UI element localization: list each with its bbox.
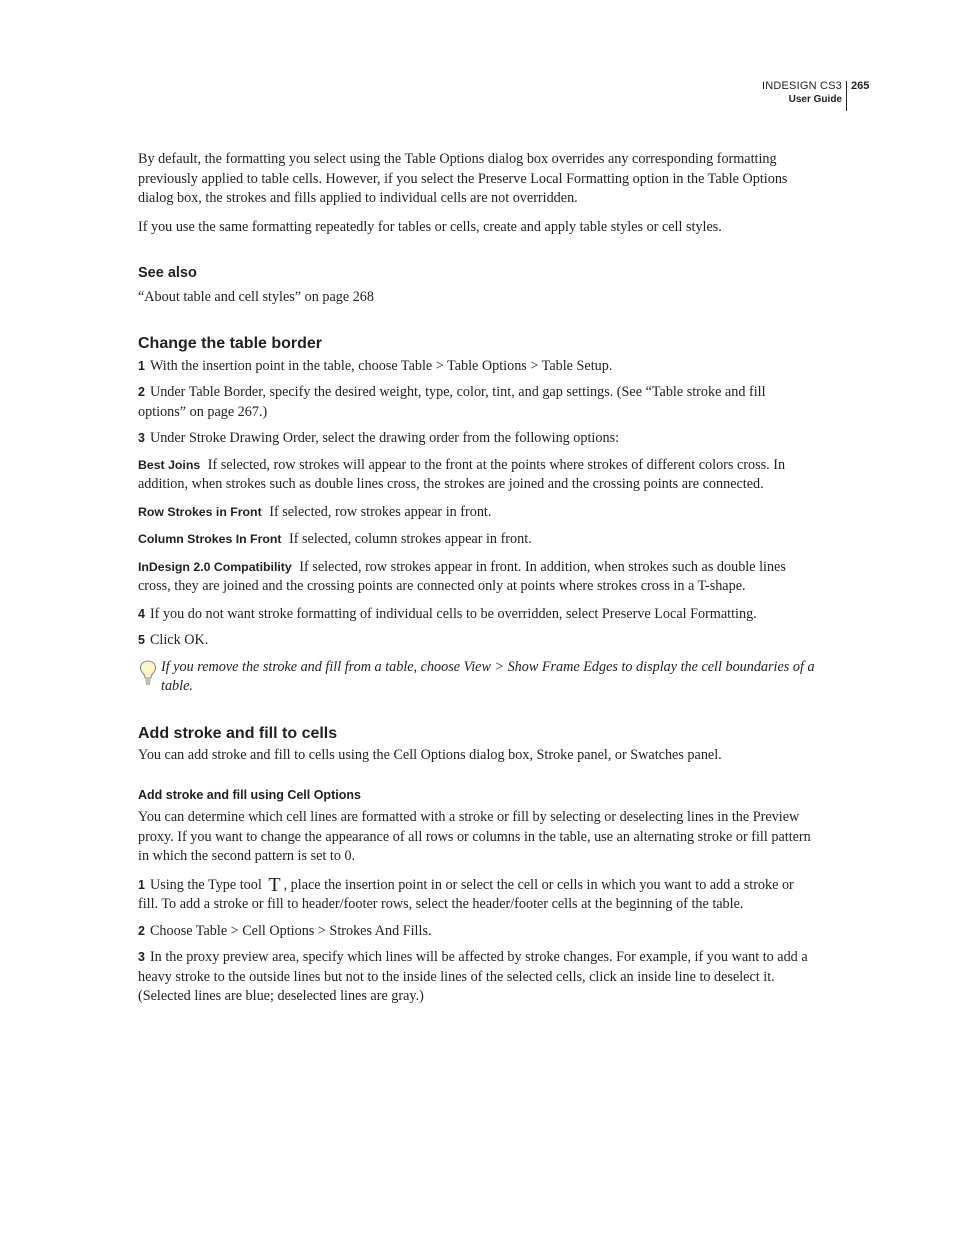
step-item [138, 605, 816, 625]
option-indesign-compat [138, 558, 816, 597]
step-number: 2 [138, 923, 145, 938]
option-row-strokes [138, 503, 816, 523]
type-tool-icon: T [268, 873, 281, 896]
step-text: In the proxy preview area, specify which lines will be affected by stroke changes. For example, if you want to add a heavy stroke to the outside lines but not to the inside lines of the selected cells, click an inside line to deselect it. (Selected lines are blue; deselected lines are gray.) [138, 949, 808, 1004]
step-number: 4 [138, 606, 145, 621]
option-term: Best Joins [138, 457, 201, 472]
step-item [138, 948, 816, 1007]
step-number: 1 [138, 358, 145, 373]
step-number: 2 [138, 385, 145, 399]
option-description: If selected, row strokes appear in front. In addition, when strokes such as double lines cross, they are joined and the crossing points are connected only at points where strokes cross in a T-shape. [138, 558, 786, 594]
option-description: If selected, row strokes appear in front. [269, 503, 492, 520]
see-also-link[interactable]: “About table and cell styles” on page 268 [138, 288, 374, 305]
step-item [138, 429, 816, 449]
step-item [138, 922, 816, 942]
step-number: 3 [138, 431, 145, 445]
step-item [138, 631, 816, 651]
tip-note [138, 658, 816, 697]
option-best-joins [138, 456, 816, 495]
step-item [138, 357, 816, 377]
option-term: Row Strokes in Front [138, 504, 262, 519]
page-number: 265 [851, 80, 870, 92]
step-text: Choose Table > Cell Options > Strokes And Fills. [149, 922, 432, 939]
intro-paragraph-1: By default, the formatting you select using the Table Options dialog box overrides any corresponding formatting previously applied to table cells. However, if you select the Preserve Local Formatting option in the Table Options dialog box, the strokes and fills applied to individual cells are not overridden. [138, 151, 788, 206]
page-content [138, 150, 816, 1014]
option-column-strokes [138, 530, 816, 550]
step-number: 1 [138, 877, 145, 892]
step-text: With the insertion point in the table, choose Table > Table Options > Table Setup. [149, 357, 613, 374]
section-heading-stroke-fill: Add stroke and fill to cells [138, 724, 338, 742]
intro-paragraph-2: If you use the same formatting repeatedly for tables or cells, create and apply table styles or cell styles. [138, 218, 722, 235]
step-text: Under Table Border, specify the desired weight, type, color, tint, and gap settings. (See “Table stroke and fill options” on page 267.) [138, 384, 766, 420]
guide-name: User Guide [788, 94, 842, 105]
step-item [138, 873, 816, 915]
running-header [700, 79, 872, 113]
option-description: If selected, row strokes will appear to the front at the points where strokes of different colors cross. In addition, when strokes such as double lines cross, the strokes are joined and the crossing points are connected. [138, 456, 786, 492]
option-term: Column Strokes In Front [138, 532, 282, 546]
step-number: 3 [138, 950, 145, 964]
section-heading-table-border: Change the table border [138, 335, 323, 352]
product-name: INDESIGN CS3 [761, 80, 842, 92]
step-text: If you do not want stroke formatting of individual cells to be overridden, select Preserve Local Formatting. [149, 605, 757, 622]
lightbulb-icon [138, 659, 158, 685]
see-also-heading: See also [138, 265, 197, 281]
subsection-heading-cell-options: Add stroke and fill using Cell Options [138, 787, 361, 802]
header-titles [762, 79, 842, 107]
header-divider [846, 81, 847, 111]
option-description: If selected, column strokes appear in front. [289, 531, 532, 547]
step-text: Under Stroke Drawing Order, select the drawing order from the following options: [149, 430, 620, 446]
step-text: Using the Type tool [149, 876, 262, 893]
step-text: Click OK. [149, 632, 209, 648]
cell-options-intro: You can determine which cell lines are formatted with a stroke or fill by selecting or deselecting lines in the Preview proxy. If you want to change the appearance of all rows or columns in the table, use an alternating stroke or fill pattern in which the second pattern is set to 0. [138, 809, 811, 864]
tip-text: If you remove the stroke and fill from a table, choose View > Show Frame Edges to display the cell boundaries of a table. [161, 658, 815, 694]
option-term: InDesign 2.0 Compatibility [138, 559, 292, 574]
step-item [138, 383, 816, 422]
stroke-fill-intro: You can add stroke and fill to cells using the Cell Options dialog box, Stroke panel, or Swatches panel. [138, 747, 722, 763]
step-number: 5 [138, 633, 145, 647]
step-text: , place the insertion point in or select the cell or cells in which you want to add a stroke or fill. To add a stroke or fill to header/footer rows, select the header/footer cells at the beginning of the table. [138, 876, 794, 912]
